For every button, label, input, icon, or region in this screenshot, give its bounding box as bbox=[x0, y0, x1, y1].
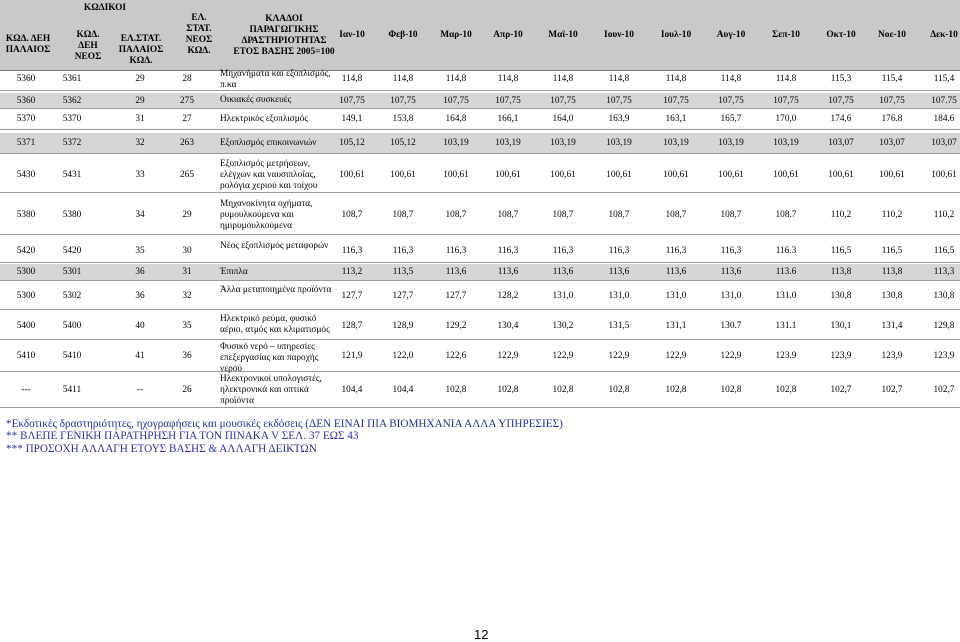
table-cell-value: 102,7 bbox=[830, 385, 852, 395]
table-cell-code: 40 bbox=[135, 321, 145, 331]
table-cell-value: 122,9 bbox=[552, 351, 574, 361]
table-cell-value: 116,5 bbox=[830, 246, 852, 256]
header-divider bbox=[0, 70, 960, 71]
row-divider bbox=[0, 262, 960, 263]
table-cell-code: 275 bbox=[180, 95, 194, 106]
table-cell-value: 170,0 bbox=[775, 114, 797, 124]
table-cell-code: 30 bbox=[182, 246, 192, 256]
table-cell-value: 113,8 bbox=[881, 267, 903, 277]
table-cell-value: 116,3 bbox=[341, 246, 363, 256]
table-cell-description: Ηλεκτρικό ρεύμα, φυσικό αέριο, ατμός και κλιματισμός bbox=[220, 314, 330, 335]
table-cell-value: 116,5 bbox=[933, 246, 955, 256]
table-cell-code: 5300 bbox=[16, 291, 36, 301]
month-header: Νοε-10 bbox=[878, 30, 906, 40]
table-cell-code: 27 bbox=[182, 114, 192, 124]
table-cell-value: 174,6 bbox=[830, 114, 852, 124]
table-cell-code: 5360 bbox=[16, 74, 36, 84]
table-cell-code: 5380 bbox=[62, 210, 82, 220]
table-cell-value: 103,19 bbox=[550, 138, 576, 148]
table-cell-value: 100,61 bbox=[495, 170, 521, 180]
table-cell-value: 107,75 bbox=[773, 95, 799, 106]
table-cell-value: 114,8 bbox=[552, 74, 574, 84]
table-cell-value: 176.8 bbox=[881, 114, 903, 124]
table-cell-value: 116,3 bbox=[720, 246, 742, 256]
table-cell-value: 103,19 bbox=[443, 138, 469, 148]
table-cell-value: 115,3 bbox=[830, 74, 852, 84]
footnote-2: ** ΒΛΕΠΕ ΓΕΝΙΚΗ ΠΑΡΑΤΗΡΗΣΗ ΓΙΑ ΤΟΝ ΠΙΝΑΚΑ V ΣΕΛ. 37 ΕΩΣ 43 bbox=[6, 430, 359, 443]
table-cell-value: 113,6 bbox=[497, 267, 519, 277]
table-cell-value: 110,2 bbox=[881, 210, 903, 220]
table-cell-code: 5400 bbox=[62, 321, 82, 331]
table-cell-value: 131,0 bbox=[720, 291, 742, 301]
table-cell-value: 103,07 bbox=[931, 138, 957, 148]
table-cell-value: 107,75 bbox=[550, 95, 576, 106]
table-cell-value: 107,75 bbox=[828, 95, 854, 106]
row-divider bbox=[0, 309, 960, 310]
table-cell-value: 100,61 bbox=[550, 170, 576, 180]
table-cell-value: 108.7 bbox=[775, 210, 797, 220]
table-cell-value: 108,7 bbox=[392, 210, 414, 220]
table-cell-code: 35 bbox=[182, 321, 192, 331]
table-cell-description: Εξοπλισμός επικοινωνιών bbox=[220, 137, 317, 148]
table-cell-value: 100,61 bbox=[663, 170, 689, 180]
table-cell-value: 107,75 bbox=[390, 95, 416, 106]
table-cell-code: 26 bbox=[182, 385, 192, 395]
table-cell-code: 34 bbox=[135, 210, 145, 220]
table-cell-value: 115,4 bbox=[881, 74, 903, 84]
table-cell-value: 103,19 bbox=[495, 138, 521, 148]
table-cell-code: 41 bbox=[135, 351, 145, 361]
table-cell-code: 29 bbox=[182, 210, 192, 220]
table-cell-value: 113,8 bbox=[830, 267, 852, 277]
table-cell-value: 114,8 bbox=[608, 74, 630, 84]
table-cell-code: 265 bbox=[180, 170, 194, 180]
month-header: Δεκ-10 bbox=[930, 30, 958, 40]
table-cell-code: --- bbox=[21, 385, 31, 395]
table-cell-value: 100,61 bbox=[773, 170, 799, 180]
table-cell-value: 108,7 bbox=[608, 210, 630, 220]
month-header: Αυγ-10 bbox=[716, 30, 746, 40]
table-cell-code: 5420 bbox=[62, 246, 82, 256]
table-cell-value: 100,61 bbox=[828, 170, 854, 180]
table-cell-description: Εξοπλισμός μετρήσεων, ελέγχων και ναυσιπλοΐας, ρολόγια χεριού και τοίχου bbox=[220, 159, 318, 191]
table-cell-value: 110,2 bbox=[830, 210, 852, 220]
table-cell-value: 131.1 bbox=[775, 321, 797, 331]
table-cell-value: 103,07 bbox=[879, 138, 905, 148]
table-cell-value: 105,12 bbox=[390, 138, 416, 148]
table-cell-description: Νέος εξοπλισμός μεταφορών bbox=[220, 241, 329, 251]
table-cell-code: 28 bbox=[182, 74, 192, 84]
table-cell-description: Ηλεκτρονικοί υπολογιστές, ηλεκτρονικά και οπτικά προϊόντα bbox=[220, 374, 322, 406]
table-cell-code: -- bbox=[136, 385, 144, 395]
table-cell-value: 131,5 bbox=[608, 321, 630, 331]
table-cell-value: 166,1 bbox=[497, 114, 519, 124]
table-cell-value: 102,7 bbox=[881, 385, 903, 395]
table-cell-code: 5411 bbox=[62, 385, 82, 395]
table-cell-value: 107,75 bbox=[495, 95, 521, 106]
table-cell-code: 29 bbox=[135, 95, 145, 106]
table-cell-value: 122,9 bbox=[665, 351, 687, 361]
table-cell-code: 35 bbox=[135, 246, 145, 256]
table-cell-value: 123,9 bbox=[881, 351, 903, 361]
table-cell-value: 123.9 bbox=[775, 351, 797, 361]
table-cell-code: 29 bbox=[135, 74, 145, 84]
table-cell-code: 5380 bbox=[16, 210, 36, 220]
table-cell-code: 5400 bbox=[16, 321, 36, 331]
table-cell-value: 163,9 bbox=[608, 114, 630, 124]
row-divider bbox=[0, 153, 960, 154]
table-cell-code: 5301 bbox=[62, 267, 82, 277]
table-cell-value: 114,8 bbox=[392, 74, 414, 84]
table-cell-value: 184.6 bbox=[933, 114, 955, 124]
row-divider bbox=[0, 129, 960, 130]
table-cell-value: 164,8 bbox=[445, 114, 467, 124]
table-cell-code: 5410 bbox=[16, 351, 36, 361]
table-cell-code: 36 bbox=[135, 267, 145, 277]
table-cell-value: 107,75 bbox=[718, 95, 744, 106]
table-cell-value: 165,7 bbox=[720, 114, 742, 124]
table-cell-value: 130,8 bbox=[881, 291, 903, 301]
table-cell-value: 131,0 bbox=[665, 291, 687, 301]
table-cell-code: 5370 bbox=[16, 114, 36, 124]
table-cell-value: 103,19 bbox=[663, 138, 689, 148]
table-cell-value: 163,1 bbox=[665, 114, 687, 124]
table-cell-value: 131,4 bbox=[881, 321, 903, 331]
table-cell-value: 102,8 bbox=[775, 385, 797, 395]
table-cell-value: 108,7 bbox=[665, 210, 687, 220]
table-cell-value: 100,61 bbox=[879, 170, 905, 180]
table-cell-value: 102,8 bbox=[445, 385, 467, 395]
table-cell-value: 107,75 bbox=[443, 95, 469, 106]
table-cell-value: 113,6 bbox=[720, 267, 742, 277]
table-cell-value: 130,2 bbox=[552, 321, 574, 331]
table-cell-value: 113,3 bbox=[933, 267, 955, 277]
table-cell-description: Άλλα μεταποιημένα προϊόντα bbox=[220, 285, 332, 295]
table-cell-value: 116,3 bbox=[392, 246, 414, 256]
table-cell-value: 131.0 bbox=[775, 291, 797, 301]
footnote-3: *** ΠΡΟΣΟΧΗ ΑΛΛΑΓΗ ΕΤΟΥΣ ΒΑΣΗΣ & ΑΛΛΑΓΗ ΔΕΙΚΤΩΝ bbox=[6, 442, 317, 455]
table-cell-value: 116,5 bbox=[881, 246, 903, 256]
table-cell-value: 123,9 bbox=[933, 351, 955, 361]
footnotes bbox=[6, 418, 563, 455]
col-header-elstat-old: ΕΛ.ΣΤΑΤ. ΠΑΛΑΙΟΣ ΚΩΔ. bbox=[118, 34, 164, 66]
table-cell-value: 113,6 bbox=[665, 267, 687, 277]
table-cell-value: 164,0 bbox=[552, 114, 574, 124]
table-cell-value: 108,7 bbox=[552, 210, 574, 220]
table-cell-code: 36 bbox=[182, 351, 192, 361]
table-cell-code: 5431 bbox=[62, 170, 82, 180]
table-cell-code: 5430 bbox=[16, 170, 36, 180]
table-cell-code: 5371 bbox=[16, 138, 36, 148]
table-cell-value: 100,61 bbox=[606, 170, 632, 180]
table-cell-code: 5300 bbox=[16, 267, 36, 277]
codes-group-header: ΚΩΔΙΚΟΙ bbox=[83, 3, 127, 13]
table-cell-value: 102,7 bbox=[933, 385, 955, 395]
table-cell-value: 114.8 bbox=[775, 74, 797, 84]
table-cell-code: 5370 bbox=[62, 114, 82, 124]
table-cell-value: 103,19 bbox=[718, 138, 744, 148]
table-cell-code: 5302 bbox=[62, 291, 82, 301]
table-cell-value: 113,5 bbox=[392, 267, 414, 277]
table-cell-value: 114,8 bbox=[497, 74, 519, 84]
table-cell-value: 100,61 bbox=[718, 170, 744, 180]
table-cell-value: 123,9 bbox=[830, 351, 852, 361]
table-cell-value: 100,61 bbox=[931, 170, 957, 180]
table-cell-description: Φυσικό νερό – υπηρεσίες επεξεργασίας και παροχής νερού bbox=[220, 342, 319, 374]
row-divider bbox=[0, 280, 960, 281]
table-cell-value: 114,8 bbox=[720, 74, 742, 84]
table-cell-code: 33 bbox=[135, 170, 145, 180]
table-cell-description: Μηχανήματα και εξοπλισμός, π.κα bbox=[220, 69, 331, 90]
table-cell-value: 116,3 bbox=[445, 246, 467, 256]
table-cell-value: 130,8 bbox=[830, 291, 852, 301]
table-cell-value: 113,6 bbox=[445, 267, 467, 277]
table-cell-value: 130,1 bbox=[830, 321, 852, 331]
table-cell-value: 113.6 bbox=[775, 267, 797, 277]
table-cell-code: 32 bbox=[182, 291, 192, 301]
table-cell-value: 122,0 bbox=[392, 351, 414, 361]
table-cell-code: 263 bbox=[180, 138, 194, 148]
col-header-dei-old: ΚΩΔ. ΔΕΗ ΠΑΛΑΙΟΣ bbox=[5, 34, 51, 55]
table-cell-value: 128,9 bbox=[392, 321, 414, 331]
table-cell-value: 131,0 bbox=[552, 291, 574, 301]
table-cell-value: 103,07 bbox=[828, 138, 854, 148]
month-header: Οκτ-10 bbox=[826, 30, 856, 40]
table-cell-code: 31 bbox=[182, 267, 192, 277]
table-cell-value: 116,3 bbox=[552, 246, 574, 256]
table-cell-value: 104,4 bbox=[392, 385, 414, 395]
table-cell-value: 122,9 bbox=[497, 351, 519, 361]
row-divider bbox=[0, 407, 960, 408]
table-cell-value: 100,61 bbox=[339, 170, 365, 180]
table-cell-value: 131,0 bbox=[608, 291, 630, 301]
table-cell-value: 103,19 bbox=[606, 138, 632, 148]
table-cell-description: Έπιπλα bbox=[220, 266, 248, 277]
table-cell-description: Ηλεκτρικός εξοπλισμός bbox=[220, 113, 309, 124]
table-cell-code: 5361 bbox=[62, 74, 82, 84]
table-cell-value: 127,7 bbox=[392, 291, 414, 301]
col-header-elstat-new: ΕΛ. ΣΤΑΤ. ΝΕΟΣ ΚΩΔ. bbox=[185, 13, 213, 56]
table-cell-value: 107.75 bbox=[931, 95, 957, 106]
table-cell-value: 131,1 bbox=[665, 321, 687, 331]
table-cell-value: 108,7 bbox=[341, 210, 363, 220]
table-cell-value: 102,8 bbox=[608, 385, 630, 395]
table-cell-value: 116.3 bbox=[775, 246, 797, 256]
table-cell-value: 122,9 bbox=[608, 351, 630, 361]
table-cell-value: 128,7 bbox=[341, 321, 363, 331]
table-cell-value: 107,75 bbox=[606, 95, 632, 106]
table-cell-value: 113,6 bbox=[608, 267, 630, 277]
row-divider bbox=[0, 108, 960, 109]
col-header-sector: ΚΛΑΔΟΙ ΠΑΡΑΓΩΓΙΚΗΣ ΔΡΑΣΤΗΡΙΟΤΗΤΑΣ ΕΤΟΣ ΒΑΣΗΣ 2005=100 bbox=[233, 14, 335, 57]
table-cell-value: 127,7 bbox=[445, 291, 467, 301]
table-cell-value: 130,8 bbox=[933, 291, 955, 301]
table-cell-code: 5360 bbox=[16, 95, 36, 106]
month-header: Μαρ-10 bbox=[440, 30, 472, 40]
row-divider bbox=[0, 90, 960, 91]
table-cell-value: 110,2 bbox=[933, 210, 955, 220]
col-header-dei-new: ΚΩΔ. ΔΕΗ ΝΕΟΣ bbox=[74, 30, 102, 62]
table-cell-code: 5372 bbox=[62, 138, 82, 148]
month-header: Ιαν-10 bbox=[339, 30, 365, 40]
row-divider bbox=[0, 192, 960, 193]
table-cell-value: 102,8 bbox=[665, 385, 687, 395]
table-cell-value: 127,7 bbox=[341, 291, 363, 301]
table-cell-description: Οικιακές συσκευές bbox=[220, 95, 292, 105]
table-cell-code: 32 bbox=[135, 138, 145, 148]
table-cell-value: 102,8 bbox=[497, 385, 519, 395]
table-cell-value: 114,8 bbox=[665, 74, 687, 84]
table-cell-value: 122,9 bbox=[720, 351, 742, 361]
table-cell-value: 153,8 bbox=[392, 114, 414, 124]
table-cell-value: 107,75 bbox=[339, 95, 365, 106]
table-cell-value: 114,8 bbox=[445, 74, 467, 84]
month-header: Φεβ-10 bbox=[388, 30, 418, 40]
table-cell-value: 116,3 bbox=[608, 246, 630, 256]
table-cell-value: 115,4 bbox=[933, 74, 955, 84]
table-cell-value: 108,7 bbox=[720, 210, 742, 220]
table-cell-value: 129,2 bbox=[445, 321, 467, 331]
month-header: Ιουν-10 bbox=[604, 30, 634, 40]
month-header: Απρ-10 bbox=[493, 30, 523, 40]
table-cell-value: 105,12 bbox=[339, 138, 365, 148]
table-cell-value: 100,61 bbox=[443, 170, 469, 180]
table-cell-value: 104,4 bbox=[341, 385, 363, 395]
table-cell-value: 130.7 bbox=[720, 321, 742, 331]
table-cell-value: 128,2 bbox=[497, 291, 519, 301]
footnote-1: *Εκδοτικές δραστηριότητες, ηχογραφήσεις και μουσικές εκδόσεις (ΔΕΝ ΕΙΝΑΙ ΠΙΑ ΒΙΟΜΗΧΑΝΙΑ ΑΛΛΑ ΥΠΗΡΕΣΙΕΣ) bbox=[6, 418, 563, 430]
table-cell-value: 107,75 bbox=[663, 95, 689, 106]
table-cell-code: 5410 bbox=[62, 351, 82, 361]
table-cell-value: 107,75 bbox=[879, 95, 905, 106]
month-header: Ιουλ-10 bbox=[660, 30, 692, 40]
row-divider bbox=[0, 339, 960, 340]
table-cell-code: 36 bbox=[135, 291, 145, 301]
table-cell-value: 108,7 bbox=[497, 210, 519, 220]
row-divider bbox=[0, 371, 960, 372]
table-cell-value: 108,7 bbox=[445, 210, 467, 220]
table-cell-value: 149,1 bbox=[341, 114, 363, 124]
table-cell-value: 130,4 bbox=[497, 321, 519, 331]
table-cell-value: 121,9 bbox=[341, 351, 363, 361]
month-header: Μαϊ-10 bbox=[548, 30, 578, 40]
table-cell-value: 102,8 bbox=[720, 385, 742, 395]
table-cell-value: 113,6 bbox=[552, 267, 574, 277]
row-divider bbox=[0, 234, 960, 235]
table-cell-description: Μηχανοκίνητα οχήματα, ρυμουλκούμενα και ημιρυμουλκούμενα bbox=[220, 198, 313, 231]
table-cell-value: 102,8 bbox=[552, 385, 574, 395]
table-cell-value: 116,3 bbox=[665, 246, 687, 256]
table-cell-code: 5362 bbox=[62, 95, 82, 106]
table-cell-value: 103,19 bbox=[773, 138, 799, 148]
table-cell-value: 113,2 bbox=[341, 267, 363, 277]
month-header: Σεπ-10 bbox=[772, 30, 800, 40]
table-cell-value: 114,8 bbox=[341, 74, 363, 84]
table-cell-value: 122,6 bbox=[445, 351, 467, 361]
table-cell-value: 129,8 bbox=[933, 321, 955, 331]
table-cell-value: 116,3 bbox=[497, 246, 519, 256]
table-cell-value: 100,61 bbox=[390, 170, 416, 180]
page-number: 12 bbox=[474, 627, 489, 642]
table-cell-code: 31 bbox=[135, 114, 145, 124]
table-cell-code: 5420 bbox=[16, 246, 36, 256]
